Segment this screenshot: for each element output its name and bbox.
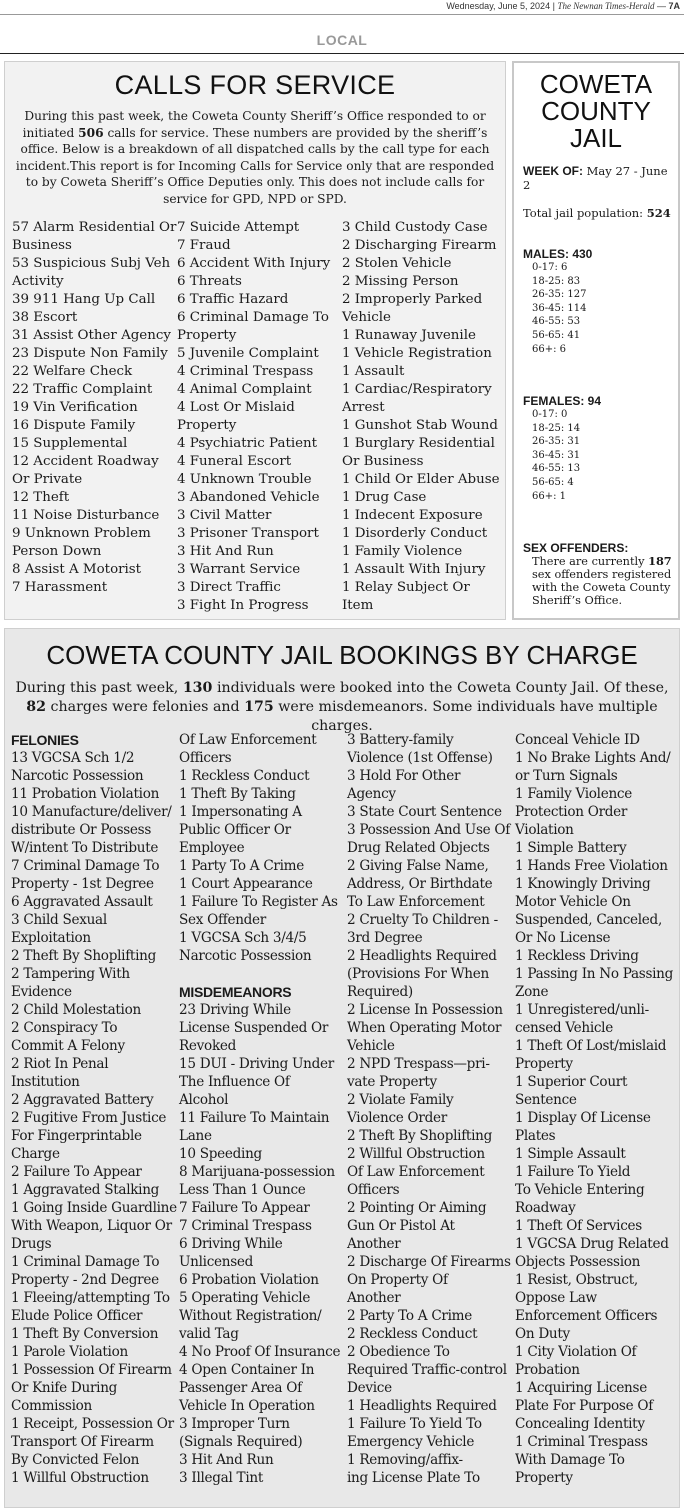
- list-item: 1 Theft By Conversion: [11, 1326, 159, 1342]
- list-item: Elude Police Officer: [11, 1308, 143, 1324]
- calls-total: 506: [78, 125, 104, 140]
- sex-text-b: sex offenders registered with the Coweta County Sheriff’s Office.: [532, 568, 672, 607]
- bookings-column-1: [11, 731, 179, 1487]
- list-item: Violence (1st Offense): [347, 750, 493, 766]
- list-item: 1 Failure To Register As: [179, 894, 338, 910]
- list-item: 7 Failure To Appear: [179, 1200, 310, 1216]
- list-item: 3rd Degree: [347, 930, 423, 946]
- header-page-number: 7A: [668, 1, 680, 11]
- list-item: Violation: [515, 822, 574, 838]
- list-item: distribute Or Possess: [11, 822, 152, 838]
- list-item: 5 Operating Vehicle: [179, 1290, 311, 1306]
- list-item: 1 Criminal Damage To: [11, 1254, 160, 1270]
- felony-count: 82: [26, 699, 47, 715]
- list-item: valid Tag: [179, 1326, 239, 1342]
- list-item: 2 Giving False Name,: [347, 858, 489, 874]
- list-item: Of Law Enforcement: [347, 1164, 485, 1180]
- jail-population: [523, 206, 671, 220]
- calls-columns: [12, 219, 501, 615]
- list-item: Plate For Purpose Of: [515, 1398, 653, 1414]
- females-block: [523, 394, 601, 503]
- list-item: 4 Lost Or Mislaid Property: [176, 400, 295, 433]
- list-item: Drug Related Objects: [347, 840, 490, 856]
- list-item: 1 VGCSA Drug Related: [515, 1236, 669, 1252]
- list-item: 56-65: 41: [532, 329, 581, 341]
- list-item: W/intent To Distribute: [11, 840, 159, 856]
- list-item: Exploitation: [11, 930, 91, 946]
- list-item: 1 Possession Of Firearm: [11, 1362, 172, 1378]
- list-item: On Property Of: [347, 1272, 448, 1288]
- list-item: Unlicensed: [179, 1254, 254, 1270]
- list-item: Officers: [179, 750, 232, 766]
- list-item: Agency: [347, 786, 396, 802]
- list-item: 2 Stolen Vehicle: [341, 256, 452, 271]
- list-item: 6 Probation Violation: [179, 1272, 319, 1288]
- list-item: 1 Removing/affix-: [347, 1452, 463, 1468]
- bookings-intro-b: individuals were booked into the Coweta County Jail. Of these,: [212, 680, 669, 696]
- list-item: 2 Child Molestation: [11, 1002, 141, 1018]
- list-item: 1 Theft By Taking: [179, 786, 296, 802]
- list-item: 2 Failure To Appear: [11, 1164, 142, 1180]
- list-item: Required): [347, 984, 413, 1000]
- list-item: 53 Suspicious Subj Veh Activity: [12, 256, 171, 289]
- list-item: 31 Assist Other Agency: [12, 328, 171, 343]
- list-item: 1 Child Or Elder Abuse: [341, 472, 500, 487]
- list-item: 11 Noise Disturbance: [12, 508, 160, 523]
- list-item: 3 Child Custody Case: [341, 220, 488, 235]
- bookings-column-2: [179, 731, 347, 1487]
- list-item: 1 Impersonating A: [179, 804, 302, 820]
- bookings-intro-a: During this past week,: [15, 680, 183, 696]
- list-item: 7 Fraud: [176, 238, 231, 253]
- calls-intro-a: During this past week, the Coweta County Sheriff’s Office responded to or initiated: [22, 109, 486, 140]
- list-item: 0-17: 6: [532, 262, 568, 273]
- list-item: 1 Relay Subject Or Item: [341, 580, 470, 613]
- list-item: 2 License In Possession: [347, 1002, 503, 1018]
- list-item: 6 Criminal Damage To Property: [176, 310, 329, 343]
- list-item: Sex Offender: [179, 912, 266, 928]
- list-item: 1 Criminal Trespass: [515, 1434, 648, 1450]
- list-item: 6 Accident With Injury: [176, 256, 331, 271]
- bookings-panel: [4, 628, 680, 1508]
- list-item: 7 Harassment: [12, 580, 108, 595]
- list-item: 18-25: 83: [532, 275, 581, 287]
- list-item: 1 Resist, Obstruct,: [515, 1272, 638, 1288]
- list-item: 3 Illegal Tint: [179, 1470, 263, 1486]
- list-item: Employee: [179, 840, 245, 856]
- list-item: 1 No Brake Lights And/: [515, 750, 671, 766]
- felonies-list: [11, 749, 179, 1487]
- list-item: 1 Failure To Yield To: [347, 1416, 482, 1432]
- list-item: 4 Psychiatric Patient: [176, 436, 318, 451]
- calls-title: CALLS FOR SERVICE: [114, 70, 396, 100]
- list-item: When Operating Motor: [347, 1020, 502, 1036]
- females-age-list: [523, 408, 601, 503]
- header-dash: —: [656, 1, 669, 11]
- section-rule: [0, 53, 684, 54]
- males-age-list: [523, 261, 592, 356]
- bookings-total: 130: [182, 680, 213, 696]
- list-item: 4 Animal Complaint: [176, 382, 312, 397]
- males-label: MALES: 430: [523, 247, 593, 261]
- list-item: 36-45: 114: [532, 302, 587, 314]
- list-item: 3 Hold For Other: [347, 768, 461, 784]
- list-item: 1 Court Appearance: [179, 876, 313, 892]
- list-item: 0-17: 0: [532, 409, 568, 420]
- females-label: FEMALES: 94: [523, 394, 602, 408]
- list-item: 6 Driving While: [179, 1236, 283, 1252]
- list-item: Concealing Identity: [515, 1416, 645, 1432]
- bookings-column-3: [347, 731, 515, 1487]
- list-item: 8 Marijuana-possession: [179, 1164, 335, 1180]
- page-header: [0, 0, 684, 14]
- list-item: 10 Manufacture/deliver/: [11, 804, 172, 820]
- felonies-label: FELONIES: [11, 732, 79, 748]
- list-item: 1 Theft Of Services: [515, 1218, 642, 1234]
- list-item: 3 Prisoner Transport: [176, 526, 319, 541]
- list-item: 2 Headlights Required: [347, 948, 497, 964]
- jail-title-line1: COWETA: [539, 69, 653, 99]
- list-item: 6 Aggravated Assault: [11, 894, 153, 910]
- column-gap: [179, 965, 347, 983]
- list-item: 7 Criminal Trespass: [179, 1218, 312, 1234]
- list-item: 16 Dispute Family: [12, 418, 136, 433]
- list-item: 3 Fight In Progress: [176, 598, 309, 613]
- list-item: Gun Or Pistol At: [347, 1218, 455, 1234]
- list-item: 2 Party To A Crime: [347, 1308, 473, 1324]
- list-item: 36-45: 31: [532, 449, 581, 461]
- calls-column-3: [342, 219, 501, 615]
- list-item: 2 Reckless Conduct: [347, 1326, 478, 1342]
- list-item: Plates: [515, 1128, 556, 1144]
- list-item: 56-65: 4: [532, 476, 574, 488]
- list-item: Or No License: [515, 930, 611, 946]
- list-item: 1 Reckless Driving: [515, 948, 639, 964]
- list-item: or Turn Signals: [515, 768, 618, 784]
- list-item: Suspended, Canceled,: [515, 912, 662, 928]
- list-item: 2 Fugitive From Justice: [11, 1110, 167, 1126]
- list-item: (Provisions For When: [347, 966, 489, 982]
- list-item: Another: [347, 1236, 401, 1252]
- jail-title-line3: JAIL: [569, 123, 623, 153]
- list-item: The Influence Of: [179, 1074, 290, 1090]
- list-item: vate Property: [347, 1074, 437, 1090]
- list-item: 3 Hit And Run: [176, 544, 274, 559]
- list-item: 1 Assault: [341, 364, 405, 379]
- list-item: 1 Family Violence: [341, 544, 463, 559]
- list-item: Device: [347, 1380, 392, 1396]
- list-item: 1 Unregistered/unli-: [515, 1002, 649, 1018]
- list-item: Lane: [179, 1128, 212, 1144]
- list-item: 6 Traffic Hazard: [176, 292, 289, 307]
- list-item: 2 Willful Obstruction: [347, 1146, 485, 1162]
- list-item: 1 Receipt, Possession Or: [11, 1416, 174, 1432]
- list-item: 1 Superior Court: [515, 1074, 628, 1090]
- list-item: 4 Funeral Escort: [176, 454, 292, 469]
- list-item: 3 Abandoned Vehicle: [176, 490, 320, 505]
- calls-intro-b: calls for service. These numbers are provided by the sheriff’s office. Below is a breakdown of all dispatched calls by the call type for each incident.This report is for Incoming Calls for Service only that are responded to by Coweta Sheriff’s Office Deputies only. This does not include calls for service for GPD, NPD or SPD.: [15, 125, 495, 206]
- list-item: 18-25: 14: [532, 422, 581, 434]
- list-item: 9 Unknown Problem Person Down: [12, 526, 151, 559]
- bookings-intro-c: charges were felonies and: [46, 699, 245, 715]
- list-item: Sentence: [515, 1092, 577, 1108]
- list-item: Institution: [11, 1074, 80, 1090]
- bookings-intro-d: were misdemeanors. Some individuals have multiple charges.: [273, 699, 658, 734]
- sex-offenders-text: [523, 555, 675, 607]
- list-item: 1 Fleeing/attempting To: [11, 1290, 170, 1306]
- list-item: Required Traffic-control: [347, 1362, 507, 1378]
- list-item: 2 Aggravated Battery: [11, 1092, 154, 1108]
- felonies-list-cont: [179, 731, 347, 965]
- week-of: [523, 164, 678, 192]
- list-item: 1 Indecent Exposure: [341, 508, 483, 523]
- list-item: 1 Headlights Required: [347, 1398, 497, 1414]
- list-item: Officers: [347, 1182, 400, 1198]
- sex-offenders-label: SEX OFFENDERS:: [523, 541, 629, 555]
- list-item: License Suspended Or: [179, 1020, 329, 1036]
- list-item: 1 Runaway Juvenile: [341, 328, 476, 343]
- list-item: 4 Unknown Trouble: [176, 472, 312, 487]
- list-item: 2 Cruelty To Children -: [347, 912, 498, 928]
- list-item: 1 Cardiac/Respiratory Arrest: [341, 382, 492, 415]
- misdemeanors-label: MISDEMEANORS: [179, 984, 292, 1000]
- list-item: Alcohol: [179, 1092, 229, 1108]
- list-item: 3 Warrant Service: [176, 562, 301, 577]
- jail-title: [514, 71, 678, 152]
- header-date: Wednesday, June 5, 2024: [446, 1, 551, 11]
- list-item: On Duty: [515, 1326, 570, 1342]
- list-item: 6 Threats: [176, 274, 242, 289]
- list-item: Commission: [11, 1398, 92, 1414]
- list-item: With Damage To: [515, 1452, 625, 1468]
- header-separator: |: [552, 1, 558, 11]
- list-item: 12 Accident Roadway Or Private: [12, 454, 159, 487]
- jail-panel: [512, 61, 680, 620]
- list-item: 2 Tampering With: [11, 966, 130, 982]
- list-item: 7 Suicide Attempt: [176, 220, 300, 235]
- list-item: Passenger Area Of: [179, 1380, 302, 1396]
- list-item: 1 Simple Battery: [515, 840, 627, 856]
- list-item: Property: [515, 1056, 573, 1072]
- list-item: 23 Driving While: [179, 1002, 291, 1018]
- list-item: 1 Failure To Yield: [515, 1164, 631, 1180]
- list-item: Address, Or Birthdate: [347, 876, 493, 892]
- list-item: Conceal Vehicle ID: [515, 732, 640, 748]
- list-item: 2 Discharging Firearm: [341, 238, 497, 253]
- list-item: 1 Aggravated Stalking: [11, 1182, 160, 1198]
- header-paper-name: The Newnan Times-Herald: [557, 1, 655, 11]
- list-item: 2 Riot In Penal: [11, 1056, 109, 1072]
- list-item: 1 Passing In No Passing: [515, 966, 674, 982]
- list-item: 2 Theft By Shoplifting: [347, 1128, 492, 1144]
- list-item: 1 Party To A Crime: [179, 858, 305, 874]
- list-item: Narcotic Possession: [11, 768, 144, 784]
- list-item: Property - 2nd Degree: [11, 1272, 159, 1288]
- list-item: 3 Possession And Use Of: [347, 822, 510, 838]
- list-item: 3 Battery-family: [347, 732, 454, 748]
- list-item: Transport Of Firearm: [11, 1434, 154, 1450]
- list-item: 1 Family Violence: [515, 786, 632, 802]
- sex-offenders-block: [523, 541, 675, 607]
- week-value: May 27 - June 2: [523, 164, 668, 192]
- list-item: Enforcement Officers: [515, 1308, 658, 1324]
- list-item: Violence Order: [347, 1110, 447, 1126]
- list-item: 66+: 1: [532, 490, 567, 502]
- list-item: Protection Order: [515, 804, 628, 820]
- list-item: Zone: [515, 984, 549, 1000]
- list-item: 3 Hit And Run: [179, 1452, 274, 1468]
- list-item: 15 DUI - Driving Under: [179, 1056, 334, 1072]
- week-label: WEEK OF:: [523, 164, 583, 178]
- list-item: Vehicle: [347, 1038, 395, 1054]
- sex-offenders-count: 187: [648, 554, 672, 568]
- list-item: Without Registration/: [179, 1308, 322, 1324]
- list-item: 46-55: 53: [532, 316, 581, 328]
- list-item: 7 Criminal Damage To: [11, 858, 160, 874]
- males-block: [523, 247, 592, 356]
- list-item: Or Knife During: [11, 1380, 118, 1396]
- list-item: Property: [515, 1470, 573, 1486]
- list-item: 2 Discharge Of Firearms: [347, 1254, 511, 1270]
- list-item: For Fingerprintable: [11, 1128, 142, 1144]
- list-item: 46-55: 13: [532, 463, 581, 475]
- list-item: 1 Hands Free Violation: [515, 858, 668, 874]
- list-item: 15 Supplemental: [12, 436, 128, 451]
- list-item: 3 Direct Traffic: [176, 580, 281, 595]
- sex-text-a: There are currently: [532, 555, 649, 568]
- list-item: 1 Simple Assault: [515, 1146, 626, 1162]
- list-item: 10 Speeding: [179, 1146, 262, 1162]
- list-item: 39 911 Hang Up Call: [12, 292, 156, 307]
- list-item: 2 Pointing Or Aiming: [347, 1200, 487, 1216]
- list-item: Probation: [515, 1362, 580, 1378]
- list-item: Another: [347, 1290, 401, 1306]
- list-item: 11 Probation Violation: [11, 786, 160, 802]
- list-item: 2 Improperly Parked Vehicle: [341, 292, 483, 325]
- list-item: 22 Traffic Complaint: [12, 382, 153, 397]
- list-item: Evidence: [11, 984, 72, 1000]
- list-item: 11 Failure To Maintain: [179, 1110, 330, 1126]
- list-item: 1 Vehicle Registration: [341, 346, 492, 361]
- list-item: Drugs: [11, 1236, 52, 1252]
- list-item: 1 Going Inside Guardline: [11, 1200, 177, 1216]
- list-item: 26-35: 127: [532, 289, 587, 301]
- list-item: 1 Acquiring License: [515, 1380, 647, 1396]
- list-item: Charge: [11, 1146, 60, 1162]
- list-item: 5 Juvenile Complaint: [176, 346, 319, 361]
- list-item: 1 VGCSA Sch 3/4/5: [179, 930, 307, 946]
- misdemeanors-list: [179, 1001, 347, 1487]
- list-item: Of Law Enforcement: [179, 732, 317, 748]
- list-item: 38 Escort: [12, 310, 78, 325]
- list-item: 1 Display Of License: [515, 1110, 651, 1126]
- list-item: 1 Burglary Residential Or Business: [341, 436, 495, 469]
- list-item: 2 Missing Person: [341, 274, 459, 289]
- list-item: 8 Assist A Motorist: [12, 562, 142, 577]
- calls-intro: [11, 108, 499, 207]
- list-item: 22 Welfare Check: [12, 364, 133, 379]
- calls-for-service-panel: [4, 61, 506, 620]
- bookings-intro: [11, 679, 673, 736]
- list-item: By Convicted Felon: [11, 1452, 140, 1468]
- list-item: Motor Vehicle On: [515, 894, 631, 910]
- list-item: 23 Dispute Non Family: [12, 346, 168, 361]
- list-item: Property - 1st Degree: [11, 876, 154, 892]
- list-item: To Law Enforcement: [347, 894, 485, 910]
- list-item: Public Officer Or: [179, 822, 291, 838]
- population-label: Total jail population:: [523, 206, 647, 220]
- list-item: 3 Improper Turn: [179, 1416, 290, 1432]
- list-item: 3 Civil Matter: [176, 508, 272, 523]
- list-item: 12 Theft: [12, 490, 70, 505]
- list-item: 26-35: 31: [532, 436, 581, 448]
- list-item: 2 Obedience To: [347, 1344, 450, 1360]
- list-item: 4 No Proof Of Insurance: [179, 1344, 341, 1360]
- list-item: 1 Gunshot Stab Wound: [341, 418, 498, 433]
- list-item: 4 Criminal Trespass: [176, 364, 314, 379]
- calls-column-1: [12, 219, 177, 615]
- list-item: 1 Assault With Injury: [341, 562, 486, 577]
- list-item: 66+: 6: [532, 343, 567, 355]
- list-item: censed Vehicle: [515, 1020, 613, 1036]
- list-item: 19 Vin Verification: [12, 400, 138, 415]
- list-item: 3 Child Sexual: [11, 912, 107, 928]
- list-item: 1 Drug Case: [341, 490, 427, 505]
- list-item: 57 Alarm Residential Or Business: [12, 220, 177, 253]
- list-item: ing License Plate To: [347, 1470, 480, 1486]
- list-item: 2 Conspiracy To: [11, 1020, 118, 1036]
- list-item: With Weapon, Liquor Or: [11, 1218, 172, 1234]
- list-item: 1 Knowingly Driving: [515, 876, 651, 892]
- misdemeanor-count: 175: [244, 699, 274, 715]
- jail-title-line2: COUNTY: [541, 96, 651, 126]
- list-item: Less Than 1 Ounce: [179, 1182, 306, 1198]
- list-item: 2 Theft By Shoplifting: [11, 948, 156, 964]
- bookings-columns: [11, 731, 675, 1487]
- list-item: 4 Open Container In: [179, 1362, 315, 1378]
- list-item: To Vehicle Entering: [515, 1182, 645, 1198]
- list-item: (Signals Required): [179, 1434, 303, 1450]
- list-item: 1 Reckless Conduct: [179, 768, 310, 784]
- list-item: Commit A Felony: [11, 1038, 125, 1054]
- list-item: Narcotic Possession: [179, 948, 312, 964]
- calls-column-2: [177, 219, 342, 615]
- section-label: LOCAL: [316, 32, 368, 48]
- header-rule: [0, 14, 684, 15]
- list-item: 1 Theft Of Lost/mislaid: [515, 1038, 667, 1054]
- list-item: Roadway: [515, 1200, 576, 1216]
- list-item: Revoked: [179, 1038, 237, 1054]
- list-item: 3 State Court Sentence: [347, 804, 502, 820]
- bookings-title: COWETA COUNTY JAIL BOOKINGS BY CHARGE: [46, 640, 638, 670]
- list-item: 2 Violate Family: [347, 1092, 454, 1108]
- list-item: 2 NPD Trespass—pri-: [347, 1056, 490, 1072]
- population-value: 524: [646, 206, 671, 220]
- list-item: 1 Disorderly Conduct: [341, 526, 488, 541]
- list-item: Emergency Vehicle: [347, 1434, 475, 1450]
- list-item: Oppose Law: [515, 1290, 597, 1306]
- list-item: Vehicle In Operation: [179, 1398, 315, 1414]
- list-item: 13 VGCSA Sch 1/2: [11, 750, 135, 766]
- list-item: Objects Possession: [515, 1254, 641, 1270]
- list-item: 1 City Violation Of: [515, 1344, 637, 1360]
- bookings-column-4: [515, 731, 675, 1487]
- list-item: 1 Parole Violation: [11, 1344, 128, 1360]
- list-item: 1 Willful Obstruction: [11, 1470, 149, 1486]
